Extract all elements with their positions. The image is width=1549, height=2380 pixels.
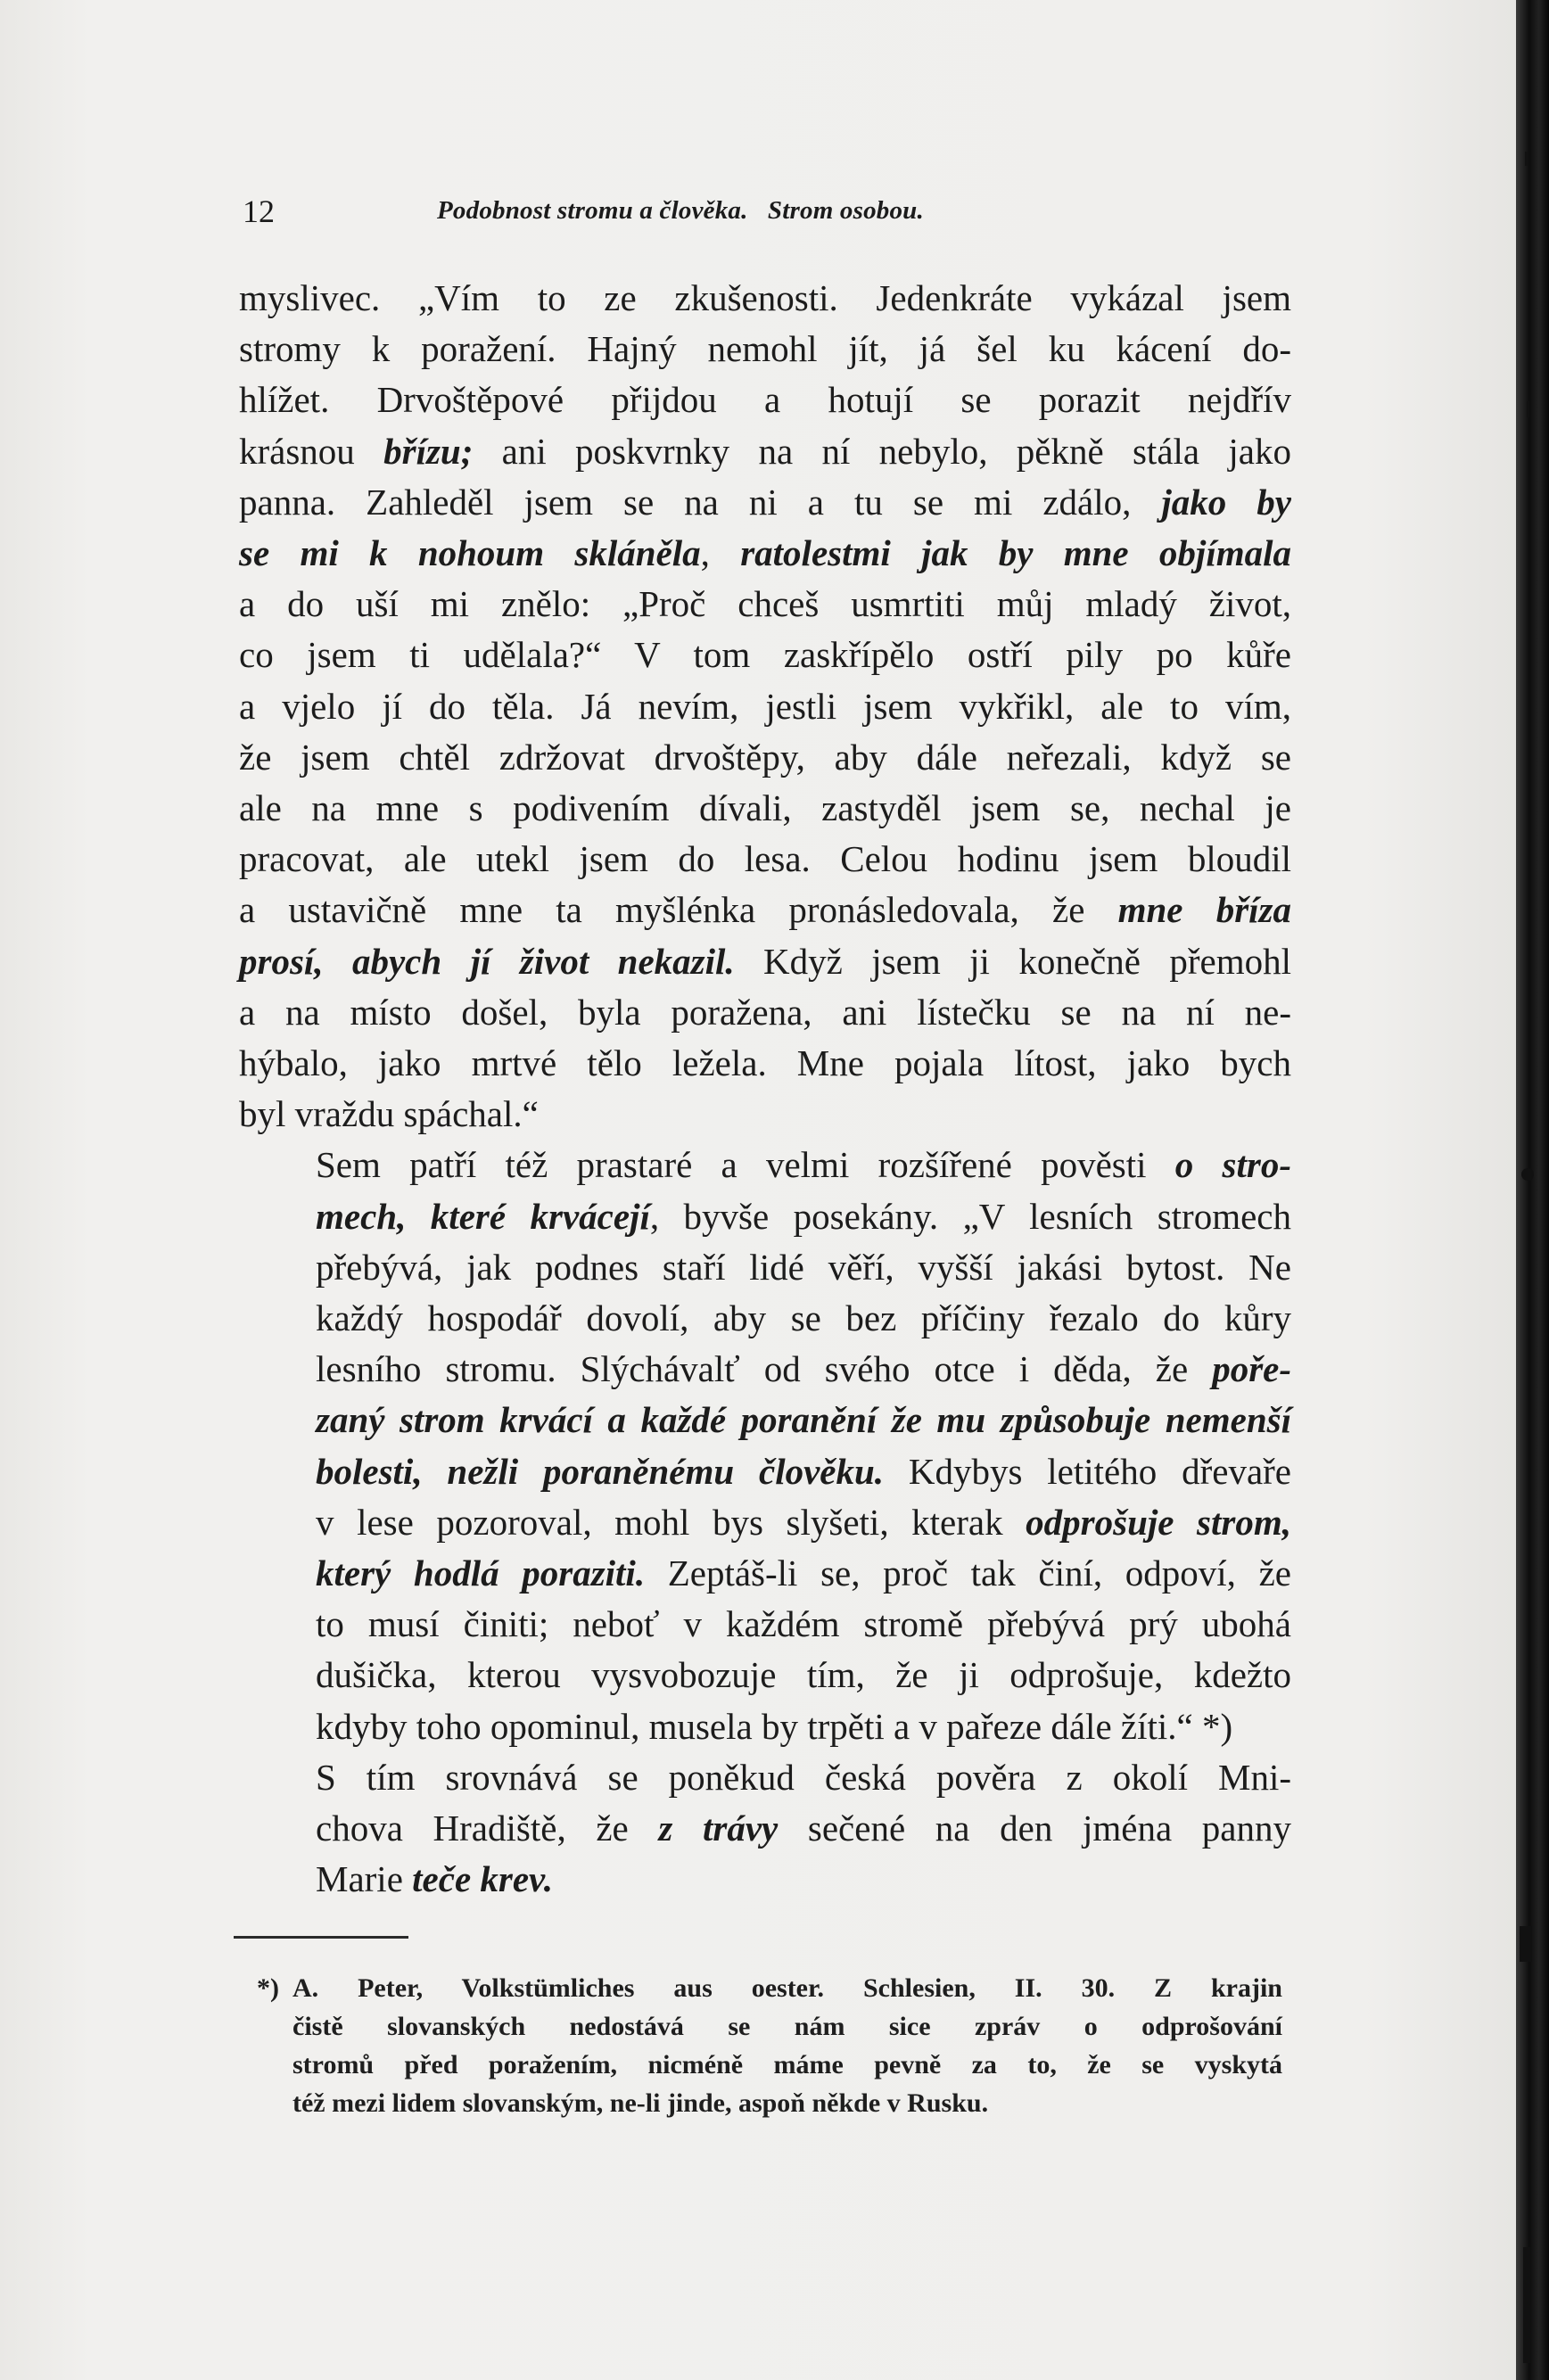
text-line: byl vraždu spáchal.“: [239, 1093, 539, 1135]
footnote-rule: [234, 1936, 408, 1939]
text-line: každý hospodář dovolí, aby se bez příčiny řezalo do kůry: [316, 1297, 1291, 1339]
text-line: [239, 1395, 1291, 1445]
text-line: hlížet. Drvoštěpové přijdou a hotují se porazit nejdřív: [239, 379, 1291, 421]
text-line: kdyby toho opominul, musela by trpěti a v pařeze dále žíti.“ *): [316, 1705, 1233, 1747]
emphasis: prosí, abych jí život nekazil.: [239, 940, 735, 982]
emphasis: který hodlá poraziti.: [316, 1552, 646, 1594]
text-line: a ustavičně mne ta myšlénka pronásledovala, že mne bříza: [239, 889, 1291, 931]
text-line: Sem patří též prastaré a velmi rozšířené pověsti o stro-: [316, 1144, 1291, 1186]
text-line: myslivec. „Vím to ze zkušenosti. Jedenkráte vykázal jsem: [239, 277, 1291, 318]
emphasis: mech, které krvácejí: [316, 1195, 650, 1237]
emphasis: o stro-: [1174, 1144, 1291, 1186]
book-edge: [1516, 0, 1549, 2380]
emphasis: břízu;: [383, 430, 474, 472]
text-line: mech, které krvácejí, byvše posekány. „V lesních stromech: [316, 1195, 1291, 1237]
running-head: [243, 193, 1331, 237]
text-line: který hodlá poraziti. Zeptáš-li se, proč tak činí, odpoví, že: [316, 1552, 1291, 1594]
emphasis: se mi k nohoum skláněla: [239, 532, 701, 574]
text-line: panna. Zahleděl jsem se na ni a tu se mi zdálo, jako by: [239, 481, 1291, 523]
paragraph: [239, 1752, 1291, 1906]
footnote-text: [292, 1969, 1282, 2122]
emphasis: zaný strom krvácí a každé poranění že mu způsobuje nemenší: [316, 1399, 1291, 1441]
text-line: hýbalo, jako mrtvé tělo ležela. Mne pojala lítost, jako bych: [239, 1042, 1291, 1084]
text-line: že jsem chtěl zdržovat drvoštěpy, aby dále neřezali, když se: [239, 736, 1291, 778]
text-line: čistě slovanských nedostává se nám sice zpráv o odprošování: [292, 2012, 1282, 2041]
emphasis: jako by: [1161, 481, 1291, 523]
footnote-marker: *): [257, 1973, 279, 2003]
emphasis: bolesti, nežli poraněnému člověku.: [316, 1450, 885, 1492]
text-line: A. Peter, Volkstümliches aus oester. Schlesien, II. 30. Z krajin: [292, 1973, 1282, 2003]
emphasis: z trávy: [658, 1808, 779, 1849]
text-line: krásnou břízu; ani poskvrnky na ní nebylo, pěkně stála jako: [239, 430, 1291, 472]
text-line: se mi k nohoum skláněla, ratolestmi jak by mne objímala: [239, 532, 1291, 574]
text-line: a na místo došel, byla poražena, ani lístečku se na ní ne-: [239, 991, 1291, 1033]
emphasis: ratolestmi jak by mne objímala: [740, 532, 1291, 574]
text-line: a vjelo jí do těla. Já nevím, jestli jsem vykřikl, ale to vím,: [239, 685, 1291, 727]
text-line: přebývá, jak podnes staří lidé věří, vyšší jakási bytost. Ne: [316, 1246, 1291, 1288]
emphasis: mne bříza: [1117, 889, 1291, 931]
running-title: Podobnost stromu a člověka. Strom osobou.: [437, 196, 924, 225]
emphasis: odprošuje strom,: [1026, 1501, 1291, 1543]
text-line: to musí činiti; neboť v každém stromě přebývá prý ubohá: [316, 1603, 1291, 1645]
text-line: lesního stromu. Slýchávalť od svého otce i děda, že poře-: [316, 1348, 1291, 1390]
text-line: chova Hradiště, že z trávy sečené na den jména panny: [316, 1808, 1292, 1849]
text-line: bolesti, nežli poraněnému člověku. Kdybys letitého dřevaře: [316, 1450, 1291, 1492]
footnote: [257, 1969, 1282, 2122]
body-text: [239, 273, 1291, 1906]
text-line: ale na mne s podivením dívali, zastyděl jsem se, nechal je: [239, 787, 1291, 829]
text-line: co jsem ti udělala?“ V tom zaskřípělo ostří pily po kůře: [239, 634, 1291, 676]
paragraph: [239, 273, 1291, 1140]
emphasis: poře-: [1212, 1348, 1291, 1390]
paragraph: [239, 1140, 1291, 1751]
page-number: 12: [243, 194, 275, 229]
text-line: dušička, kterou vysvobozuje tím, že ji odprošuje, kdežto: [316, 1654, 1291, 1696]
text-line: též mezi lidem slovanským, ne-li jinde, aspoň někde v Rusku.: [292, 2088, 989, 2118]
text-line: stromy k poražení. Hajný nemohl jít, já šel ku kácení do-: [239, 328, 1291, 370]
text-line: Marie teče krev.: [316, 1858, 553, 1900]
emphasis: teče krev.: [412, 1858, 553, 1900]
text-line: a do uší mi znělo: „Proč chceš usmrtiti můj mladý život,: [239, 583, 1291, 625]
text-line: prosí, abych jí život nekazil. Když jsem ji konečně přemohl: [239, 940, 1291, 982]
text-line: pracovat, ale utekl jsem do lesa. Celou hodinu jsem bloudil: [239, 838, 1291, 880]
text-line: v lese pozoroval, mohl bys slyšeti, kterak odprošuje strom,: [316, 1501, 1291, 1543]
text-line: stromů před poražením, nicméně máme pevně za to, že se vyskytá: [292, 2050, 1282, 2079]
text-line: S tím srovnává se poněkud česká pověra z okolí Mni-: [316, 1756, 1291, 1798]
